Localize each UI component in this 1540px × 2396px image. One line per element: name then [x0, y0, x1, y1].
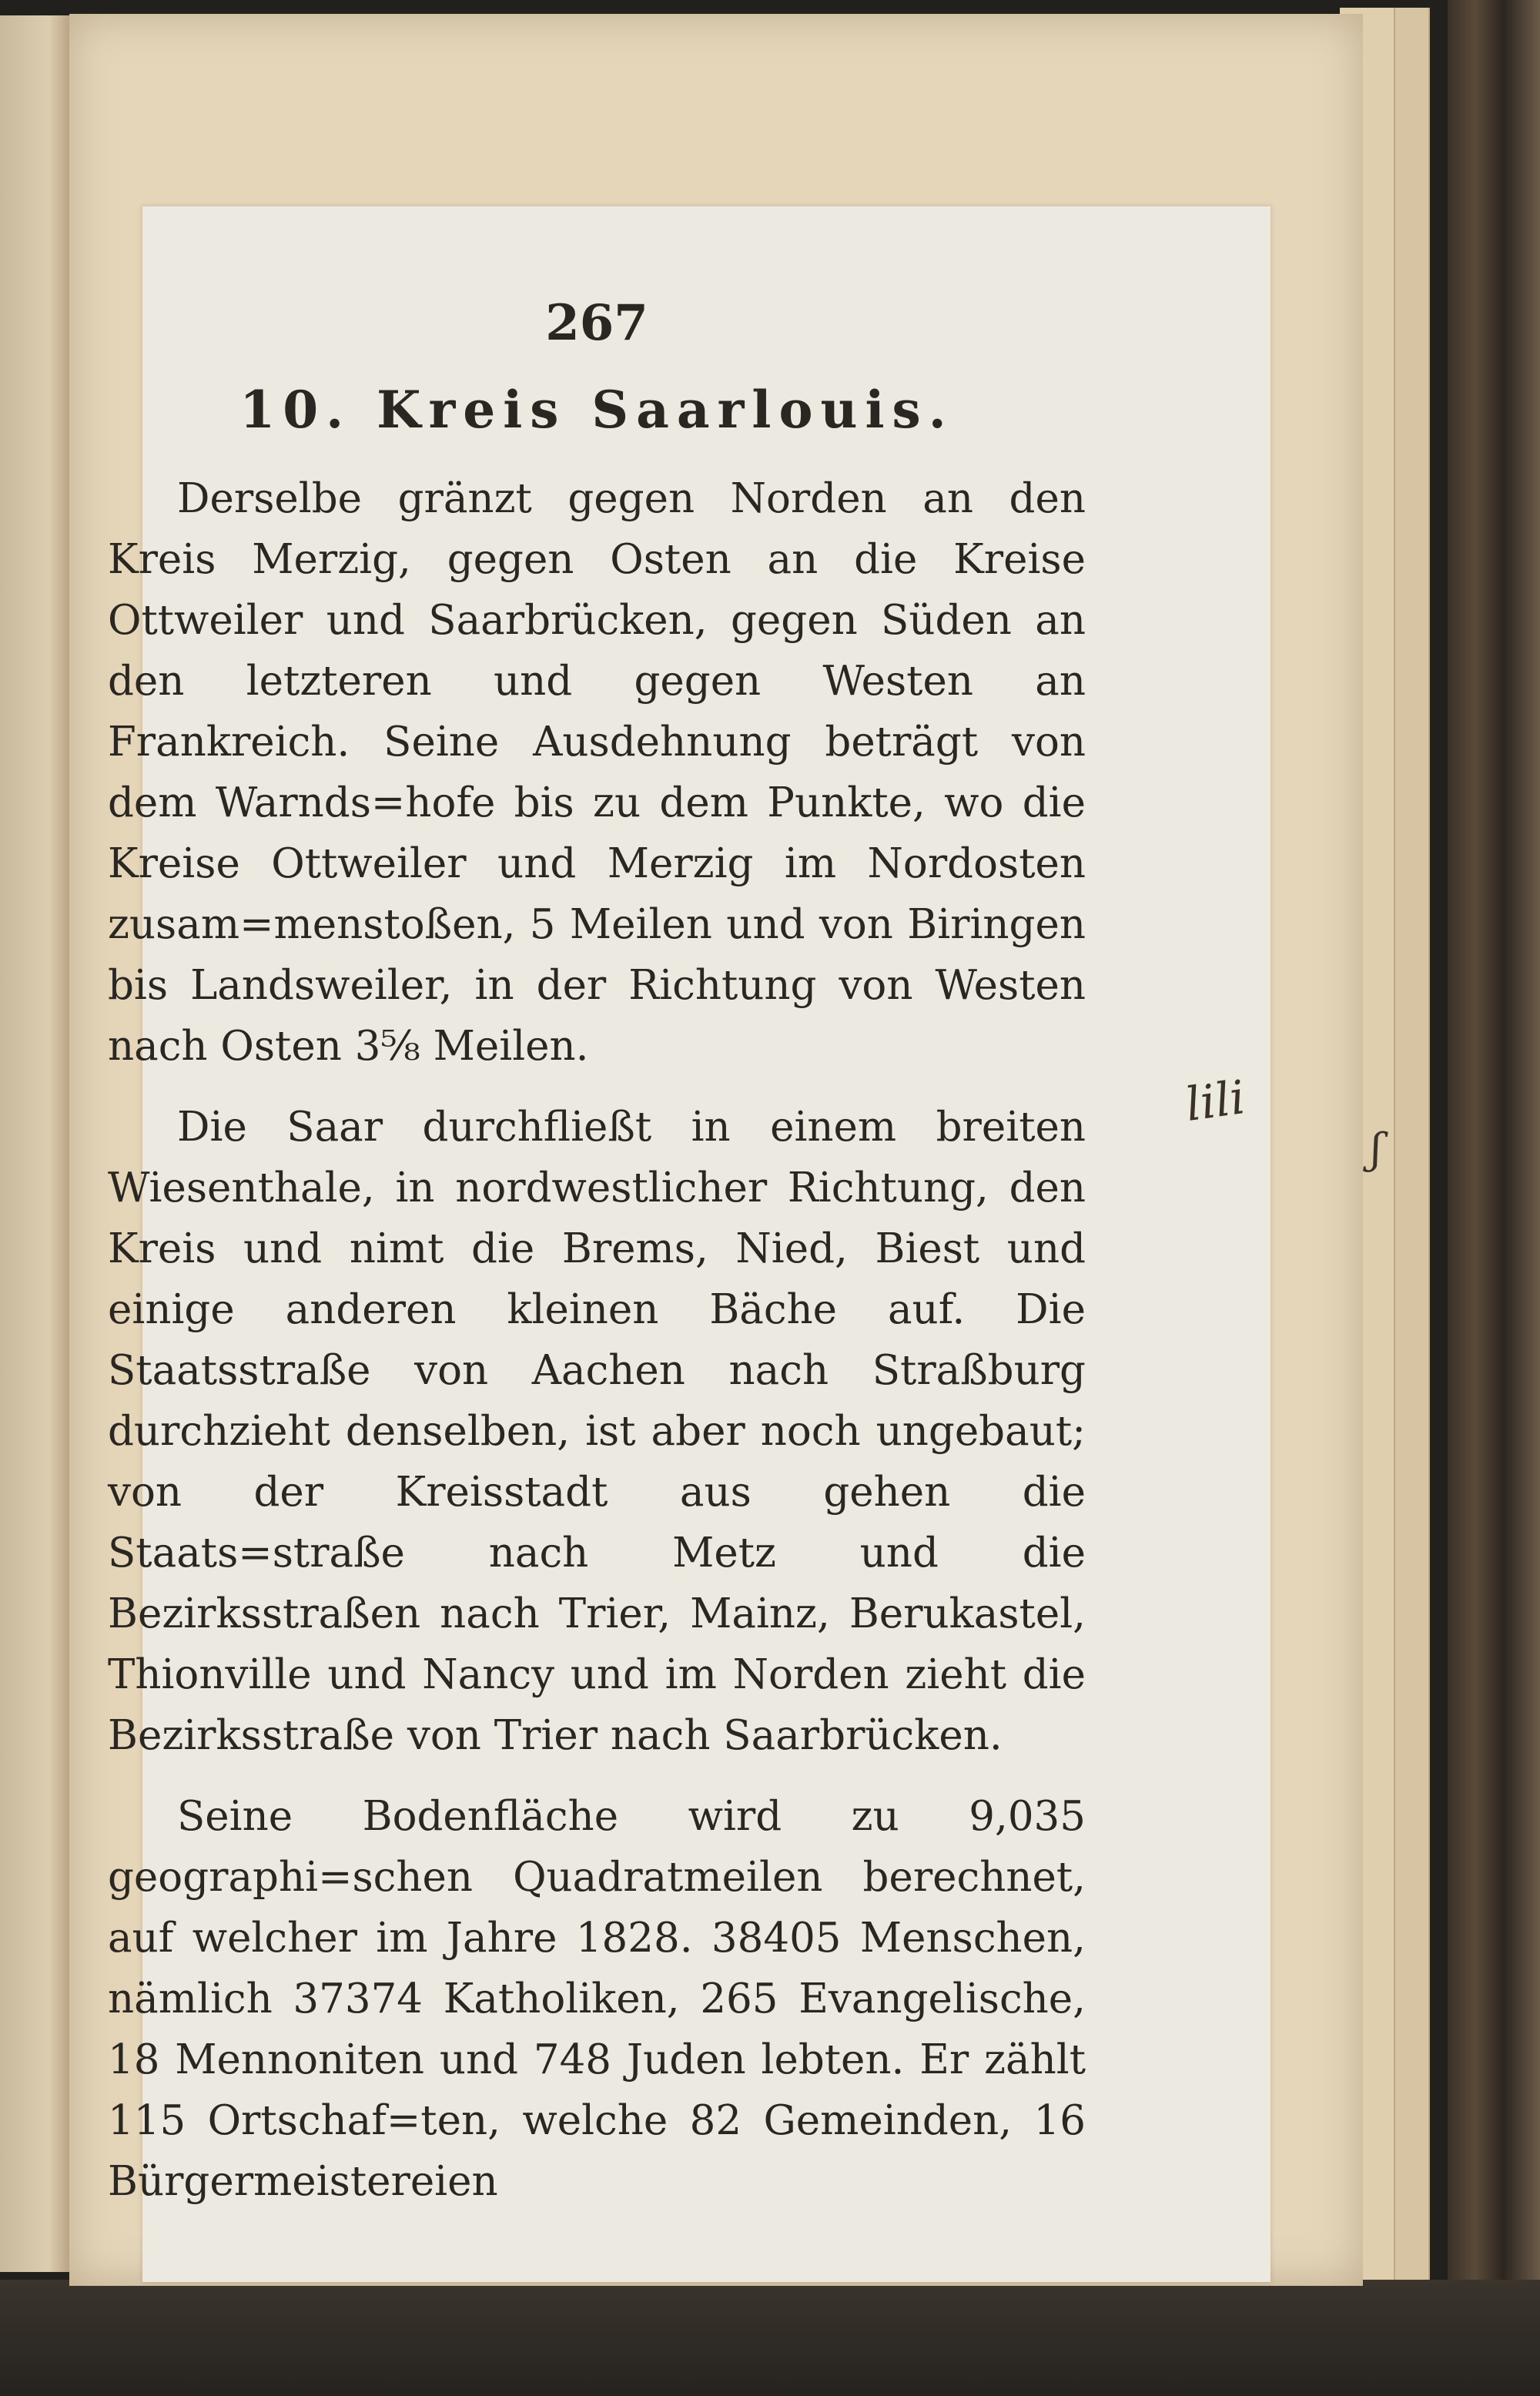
paragraph-population: Seine Bodenfläche wird zu 9,035 geographi=schen Quadratmeilen berechnet, auf welcher im Jahre 1828. 38405 Menschen, nämlich 37374 Katholiken, 265 Evangelische, 18 Mennoniten und 748 Juden lebten. Er zählt 115 Ortschaf=ten, welche 82 Gemeinden, 16 Bürgermeistereien — [108, 1793, 1086, 2205]
left-page-sliver — [0, 15, 69, 2272]
page-text — [108, 293, 1086, 2232]
paragraph-rivers-roads: Die Saar durchfließt in einem breiten Wiesenthale, in nordwestlicher Richtung, den Kreis und nimt die Brems, Nied, Biest und einige anderen kleinen Bäche auf. Die Staatsstraße von Aachen nach Straßburg durchzieht denselben, ist aber noch ungebaut; von der Kreisstadt aus gehen die Staats=straße nach Metz und die Bezirksstraßen nach Trier, Mainz, Berukastel, Thionville und Nancy und im Norden zieht die Bezirksstraße von Trier nach Saarbrücken. — [108, 1104, 1086, 1759]
handwritten-margin-note: lili — [1182, 1070, 1249, 1133]
handwritten-margin-mark: ʃ — [1371, 1124, 1382, 1173]
table-surface — [0, 2280, 1540, 2396]
section-title: 10. Kreis Saarlouis. — [239, 380, 954, 440]
paragraph-borders: Derselbe gränzt gegen Norden an den Kreis Merzig, gegen Osten an die Kreise Ottweiler und Saarbrücken, gegen Süden an den letzteren und gegen Westen an Frankreich. Seine Ausdehnung beträgt von dem Warnds=hofe bis zu dem Punkte, wo die Kreise Ottweiler und Merzig im Nordosten zusam=menstoßen, 5 Meilen und von Biringen bis Landsweiler, in der Richtung von Westen nach Osten 3⅝ Meilen. — [108, 475, 1086, 1070]
page-number: 267 — [545, 294, 648, 352]
book-cover-edge — [1448, 0, 1540, 2396]
